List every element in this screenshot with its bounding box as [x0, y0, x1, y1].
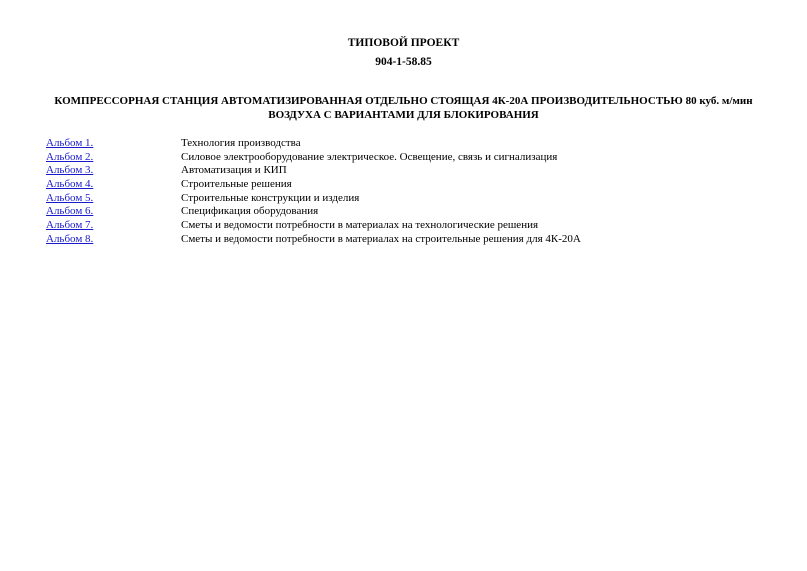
album-row-3: [46, 164, 766, 178]
album-description-8: Сметы и ведомости потребности в материалах на строительные решения для 4К-20А: [181, 232, 581, 245]
document-type-heading: ТИПОВОЙ ПРОЕКТ: [347, 37, 460, 49]
album-link-4[interactable]: Альбом 4.: [46, 178, 94, 191]
album-description-3: Автоматизация и КИП: [181, 164, 287, 177]
album-row-5: [46, 192, 766, 206]
album-description-1: Технология производства: [181, 137, 301, 149]
document-title-line-1: КОМПРЕССОРНАЯ СТАНЦИЯ АВТОМАТИЗИРОВАННАЯ ОТДЕЛЬНО СТОЯЩАЯ 4К-20А ПРОИЗВОДИТЕЛЬНОСТЬЮ 80 куб. м/мин: [54, 95, 753, 107]
album-description-6: Спецификация оборудования: [181, 205, 319, 218]
album-link-7[interactable]: Альбом 7.: [46, 219, 94, 232]
album-link-1[interactable]: Альбом 1.: [46, 137, 94, 149]
album-row-2: [46, 151, 766, 165]
album-row-1: [46, 137, 766, 151]
album-row-7: [46, 219, 766, 233]
album-link-3[interactable]: Альбом 3.: [46, 164, 94, 177]
album-row-8: [46, 233, 766, 247]
album-description-2: Силовое электрооборудование электрическое. Освещение, связь и сигнализация: [181, 150, 558, 163]
album-link-2[interactable]: Альбом 2.: [46, 150, 94, 163]
album-link-5[interactable]: Альбом 5.: [46, 191, 94, 204]
album-link-6[interactable]: Альбом 6.: [46, 205, 94, 218]
document-title: [40, 95, 767, 122]
album-list: [46, 137, 766, 247]
album-description-7: Сметы и ведомости потребности в материалах на технологические решения: [181, 219, 539, 232]
album-link-8[interactable]: Альбом 8.: [46, 232, 94, 245]
document-number: 904-1-58.85: [375, 56, 432, 68]
album-row-4: [46, 178, 766, 192]
album-description-4: Строительные решения: [181, 178, 292, 191]
album-row-6: [46, 205, 766, 219]
album-description-5: Строительные конструкции и изделия: [181, 191, 360, 204]
document-title-line-2: ВОЗДУХА С ВАРИАНТАМИ ДЛЯ БЛОКИРОВАНИЯ: [268, 108, 539, 121]
